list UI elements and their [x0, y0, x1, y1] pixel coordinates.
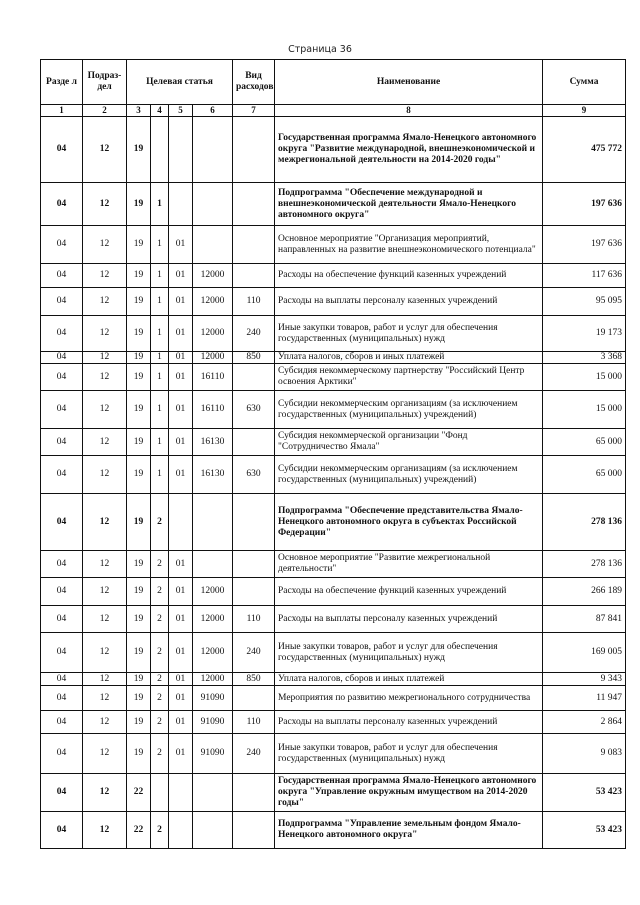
cell-direction-code: 16110 — [193, 391, 233, 429]
cell-event-code — [169, 117, 193, 183]
table-row — [41, 734, 626, 774]
cell-razdel: 04 — [41, 288, 83, 316]
cell-summa: 117 636 — [543, 264, 626, 288]
cell-subprogram-code: 2 — [151, 673, 169, 686]
table-row — [41, 578, 626, 606]
cell-program-code: 19 — [127, 391, 151, 429]
cell-naimenovanie: Расходы на выплаты персоналу казенных учреждений — [275, 711, 543, 734]
cell-naimenovanie: Субсидии некоммерческим организациям (за исключением государственных (муниципальных) учреждений) — [275, 391, 543, 429]
cell-podrazdel: 12 — [83, 456, 127, 494]
cell-summa: 65 000 — [543, 429, 626, 456]
cell-event-code — [169, 812, 193, 849]
cell-program-code: 19 — [127, 673, 151, 686]
cell-razdel: 04 — [41, 673, 83, 686]
table-row — [41, 494, 626, 551]
cell-naimenovanie: Иные закупки товаров, работ и услуг для обеспечения государственных (муниципальных) нужд — [275, 734, 543, 774]
table-row — [41, 264, 626, 288]
cell-vid-rashodov: 110 — [233, 606, 275, 633]
cell-podrazdel: 12 — [83, 734, 127, 774]
cell-direction-code — [193, 183, 233, 226]
cell-program-code: 19 — [127, 606, 151, 633]
table-row — [41, 606, 626, 633]
cell-podrazdel: 12 — [83, 364, 127, 391]
cell-event-code: 01 — [169, 633, 193, 673]
cell-summa: 53 423 — [543, 774, 626, 812]
table-row — [41, 673, 626, 686]
cell-subprogram-code: 1 — [151, 429, 169, 456]
cell-subprogram-code: 1 — [151, 391, 169, 429]
cell-summa: 278 136 — [543, 551, 626, 578]
cell-program-code: 19 — [127, 456, 151, 494]
cell-subprogram-code: 1 — [151, 352, 169, 364]
cell-vid-rashodov — [233, 812, 275, 849]
cell-podrazdel: 12 — [83, 633, 127, 673]
cell-program-code: 19 — [127, 686, 151, 711]
cell-podrazdel: 12 — [83, 774, 127, 812]
cell-razdel: 04 — [41, 264, 83, 288]
cell-direction-code: 12000 — [193, 316, 233, 352]
cell-podrazdel: 12 — [83, 711, 127, 734]
table-row — [41, 352, 626, 364]
cell-event-code: 01 — [169, 288, 193, 316]
cell-subprogram-code: 1 — [151, 226, 169, 264]
cell-vid-rashodov — [233, 551, 275, 578]
cell-direction-code: 12000 — [193, 633, 233, 673]
cell-naimenovanie: Субсидии некоммерческим организациям (за исключением государственных (муниципальных) учреждений) — [275, 456, 543, 494]
cell-razdel: 04 — [41, 316, 83, 352]
cell-direction-code: 16130 — [193, 429, 233, 456]
cell-summa: 15 000 — [543, 391, 626, 429]
cell-naimenovanie: Расходы на выплаты персоналу казенных учреждений — [275, 606, 543, 633]
cell-subprogram-code: 2 — [151, 686, 169, 711]
cell-event-code: 01 — [169, 606, 193, 633]
cell-program-code: 19 — [127, 429, 151, 456]
table-row — [41, 812, 626, 849]
table-row — [41, 686, 626, 711]
cell-razdel: 04 — [41, 551, 83, 578]
cell-summa: 9 343 — [543, 673, 626, 686]
column-number: 2 — [83, 105, 127, 117]
cell-program-code: 19 — [127, 494, 151, 551]
header-summa: Сумма — [543, 60, 626, 105]
cell-subprogram-code: 1 — [151, 288, 169, 316]
cell-razdel: 04 — [41, 578, 83, 606]
column-number-row — [41, 105, 626, 117]
cell-podrazdel: 12 — [83, 429, 127, 456]
cell-vid-rashodov — [233, 183, 275, 226]
header-naimenovanie: Наименование — [275, 60, 543, 105]
cell-naimenovanie: Государственная программа Ямало-Ненецкого автономного округа "Управление окружным имуществом на 2014-2020 годы" — [275, 774, 543, 812]
cell-summa: 11 947 — [543, 686, 626, 711]
cell-program-code: 19 — [127, 226, 151, 264]
cell-event-code: 01 — [169, 578, 193, 606]
cell-summa: 2 864 — [543, 711, 626, 734]
cell-subprogram-code: 2 — [151, 812, 169, 849]
cell-razdel: 04 — [41, 711, 83, 734]
cell-direction-code: 12000 — [193, 264, 233, 288]
header-celevaya-statya: Целевая статья — [127, 60, 233, 105]
cell-direction-code: 12000 — [193, 673, 233, 686]
cell-subprogram-code: 2 — [151, 633, 169, 673]
cell-summa: 87 841 — [543, 606, 626, 633]
table-row — [41, 633, 626, 673]
cell-vid-rashodov — [233, 364, 275, 391]
cell-vid-rashodov: 240 — [233, 734, 275, 774]
cell-naimenovanie: Основное мероприятие "Развитие межрегиональной деятельности" — [275, 551, 543, 578]
cell-podrazdel: 12 — [83, 264, 127, 288]
cell-razdel: 04 — [41, 352, 83, 364]
cell-naimenovanie: Иные закупки товаров, работ и услуг для обеспечения государственных (муниципальных) нужд — [275, 316, 543, 352]
cell-vid-rashodov — [233, 774, 275, 812]
cell-program-code: 19 — [127, 633, 151, 673]
cell-event-code: 01 — [169, 391, 193, 429]
cell-summa: 9 083 — [543, 734, 626, 774]
cell-razdel: 04 — [41, 606, 83, 633]
cell-subprogram-code: 2 — [151, 711, 169, 734]
cell-vid-rashodov: 240 — [233, 633, 275, 673]
cell-summa: 15 000 — [543, 364, 626, 391]
cell-subprogram-code: 1 — [151, 264, 169, 288]
cell-naimenovanie: Расходы на выплаты персоналу казенных учреждений — [275, 288, 543, 316]
cell-direction-code — [193, 226, 233, 264]
cell-event-code: 01 — [169, 226, 193, 264]
header-podrazdel: Подраз- дел — [83, 60, 127, 105]
cell-podrazdel: 12 — [83, 316, 127, 352]
header-razdel: Разде л — [41, 60, 83, 105]
cell-direction-code — [193, 812, 233, 849]
table-row — [41, 316, 626, 352]
cell-naimenovanie: Субсидия некоммерческому партнерству "Российский Центр освоения Арктики" — [275, 364, 543, 391]
column-number: 7 — [233, 105, 275, 117]
table-row — [41, 711, 626, 734]
table-body — [41, 117, 626, 849]
cell-podrazdel: 12 — [83, 606, 127, 633]
cell-razdel: 04 — [41, 183, 83, 226]
cell-vid-rashodov — [233, 686, 275, 711]
cell-program-code: 19 — [127, 551, 151, 578]
cell-razdel: 04 — [41, 812, 83, 849]
cell-razdel: 04 — [41, 429, 83, 456]
cell-summa: 266 189 — [543, 578, 626, 606]
cell-program-code: 19 — [127, 364, 151, 391]
cell-subprogram-code: 1 — [151, 183, 169, 226]
cell-event-code: 01 — [169, 686, 193, 711]
cell-podrazdel: 12 — [83, 551, 127, 578]
cell-event-code: 01 — [169, 673, 193, 686]
cell-naimenovanie: Подпрограмма "Обеспечение представительства Ямало-Ненецкого автономного округа в субъектах Российской Федерации" — [275, 494, 543, 551]
column-number: 5 — [169, 105, 193, 117]
cell-vid-rashodov: 850 — [233, 673, 275, 686]
table-row — [41, 226, 626, 264]
cell-vid-rashodov — [233, 117, 275, 183]
column-number: 3 — [127, 105, 151, 117]
cell-program-code: 19 — [127, 117, 151, 183]
cell-subprogram-code: 2 — [151, 551, 169, 578]
cell-razdel: 04 — [41, 391, 83, 429]
cell-subprogram-code — [151, 117, 169, 183]
cell-event-code: 01 — [169, 316, 193, 352]
cell-subprogram-code: 2 — [151, 606, 169, 633]
cell-naimenovanie: Уплата налогов, сборов и иных платежей — [275, 673, 543, 686]
cell-podrazdel: 12 — [83, 686, 127, 711]
cell-summa: 197 636 — [543, 183, 626, 226]
cell-event-code — [169, 183, 193, 226]
cell-subprogram-code: 1 — [151, 316, 169, 352]
cell-subprogram-code — [151, 774, 169, 812]
cell-vid-rashodov — [233, 494, 275, 551]
cell-subprogram-code: 2 — [151, 734, 169, 774]
cell-program-code: 19 — [127, 352, 151, 364]
cell-podrazdel: 12 — [83, 183, 127, 226]
cell-naimenovanie: Мероприятия по развитию межрегионального сотрудничества — [275, 686, 543, 711]
cell-direction-code: 91090 — [193, 686, 233, 711]
cell-naimenovanie: Расходы на обеспечение функций казенных учреждений — [275, 264, 543, 288]
cell-summa: 65 000 — [543, 456, 626, 494]
cell-vid-rashodov: 110 — [233, 711, 275, 734]
cell-subprogram-code: 2 — [151, 494, 169, 551]
cell-direction-code: 12000 — [193, 578, 233, 606]
cell-summa: 3 368 — [543, 352, 626, 364]
cell-summa: 475 772 — [543, 117, 626, 183]
cell-summa: 169 005 — [543, 633, 626, 673]
cell-razdel: 04 — [41, 364, 83, 391]
cell-summa: 19 173 — [543, 316, 626, 352]
cell-podrazdel: 12 — [83, 226, 127, 264]
cell-podrazdel: 12 — [83, 391, 127, 429]
cell-razdel: 04 — [41, 633, 83, 673]
table-row — [41, 551, 626, 578]
cell-naimenovanie: Подпрограмма "Управление земельным фондом Ямало-Ненецкого автономного округа" — [275, 812, 543, 849]
cell-program-code: 19 — [127, 288, 151, 316]
cell-event-code: 01 — [169, 352, 193, 364]
cell-event-code: 01 — [169, 711, 193, 734]
table-row — [41, 117, 626, 183]
cell-direction-code: 16130 — [193, 456, 233, 494]
cell-direction-code: 12000 — [193, 352, 233, 364]
cell-event-code: 01 — [169, 364, 193, 391]
cell-vid-rashodov: 240 — [233, 316, 275, 352]
cell-podrazdel: 12 — [83, 812, 127, 849]
cell-naimenovanie: Подпрограмма "Обеспечение международной и внешнеэкономической деятельности Ямало-Ненецкого автономного округа" — [275, 183, 543, 226]
cell-event-code — [169, 774, 193, 812]
cell-event-code: 01 — [169, 734, 193, 774]
cell-vid-rashodov: 630 — [233, 456, 275, 494]
cell-direction-code: 12000 — [193, 288, 233, 316]
cell-naimenovanie: Субсидия некоммерческой организации "Фонд "Сотрудничество Ямала" — [275, 429, 543, 456]
cell-razdel: 04 — [41, 117, 83, 183]
cell-event-code — [169, 494, 193, 551]
cell-program-code: 19 — [127, 578, 151, 606]
page-number-label: Страница 36 — [288, 44, 352, 55]
cell-vid-rashodov — [233, 226, 275, 264]
cell-direction-code — [193, 551, 233, 578]
cell-vid-rashodov: 850 — [233, 352, 275, 364]
cell-naimenovanie: Основное мероприятие "Организация мероприятий, направленных на развитие внешнеэкономического потенциала" — [275, 226, 543, 264]
cell-direction-code — [193, 117, 233, 183]
cell-vid-rashodov: 630 — [233, 391, 275, 429]
budget-table — [40, 59, 626, 849]
cell-direction-code: 16110 — [193, 364, 233, 391]
cell-direction-code: 91090 — [193, 734, 233, 774]
cell-program-code: 19 — [127, 316, 151, 352]
cell-subprogram-code: 2 — [151, 578, 169, 606]
cell-razdel: 04 — [41, 226, 83, 264]
cell-program-code: 19 — [127, 183, 151, 226]
cell-razdel: 04 — [41, 686, 83, 711]
cell-naimenovanie: Уплата налогов, сборов и иных платежей — [275, 352, 543, 364]
cell-podrazdel: 12 — [83, 673, 127, 686]
header-row — [41, 60, 626, 105]
header-vid-rashodov: Вид расходов — [233, 60, 275, 105]
cell-event-code: 01 — [169, 264, 193, 288]
column-number: 9 — [543, 105, 626, 117]
table-row — [41, 456, 626, 494]
cell-naimenovanie: Государственная программа Ямало-Ненецкого автономного округа "Развитие международной, внешнеэкономической и межрегиональной деятельности на 2014-2020 годы" — [275, 117, 543, 183]
column-number: 6 — [193, 105, 233, 117]
cell-vid-rashodov — [233, 264, 275, 288]
cell-program-code: 19 — [127, 734, 151, 774]
table-row — [41, 288, 626, 316]
cell-podrazdel: 12 — [83, 352, 127, 364]
cell-direction-code — [193, 494, 233, 551]
cell-subprogram-code: 1 — [151, 364, 169, 391]
cell-podrazdel: 12 — [83, 578, 127, 606]
table-row — [41, 774, 626, 812]
cell-vid-rashodov: 110 — [233, 288, 275, 316]
cell-razdel: 04 — [41, 494, 83, 551]
cell-naimenovanie: Расходы на обеспечение функций казенных учреждений — [275, 578, 543, 606]
table-row — [41, 364, 626, 391]
cell-vid-rashodov — [233, 429, 275, 456]
cell-program-code: 19 — [127, 711, 151, 734]
cell-program-code: 22 — [127, 774, 151, 812]
cell-naimenovanie: Иные закупки товаров, работ и услуг для обеспечения государственных (муниципальных) нужд — [275, 633, 543, 673]
table-row — [41, 429, 626, 456]
table-row — [41, 183, 626, 226]
cell-razdel: 04 — [41, 774, 83, 812]
cell-direction-code: 12000 — [193, 606, 233, 633]
cell-event-code: 01 — [169, 456, 193, 494]
cell-subprogram-code: 1 — [151, 456, 169, 494]
cell-summa: 95 095 — [543, 288, 626, 316]
cell-razdel: 04 — [41, 456, 83, 494]
column-number: 4 — [151, 105, 169, 117]
column-number: 1 — [41, 105, 83, 117]
cell-podrazdel: 12 — [83, 288, 127, 316]
cell-event-code: 01 — [169, 551, 193, 578]
column-number: 8 — [275, 105, 543, 117]
cell-summa: 197 636 — [543, 226, 626, 264]
cell-razdel: 04 — [41, 734, 83, 774]
cell-program-code: 19 — [127, 264, 151, 288]
cell-program-code: 22 — [127, 812, 151, 849]
table-row — [41, 391, 626, 429]
cell-summa: 278 136 — [543, 494, 626, 551]
cell-direction-code: 91090 — [193, 711, 233, 734]
cell-event-code: 01 — [169, 429, 193, 456]
cell-podrazdel: 12 — [83, 494, 127, 551]
cell-podrazdel: 12 — [83, 117, 127, 183]
cell-direction-code — [193, 774, 233, 812]
cell-vid-rashodov — [233, 578, 275, 606]
cell-summa: 53 423 — [543, 812, 626, 849]
